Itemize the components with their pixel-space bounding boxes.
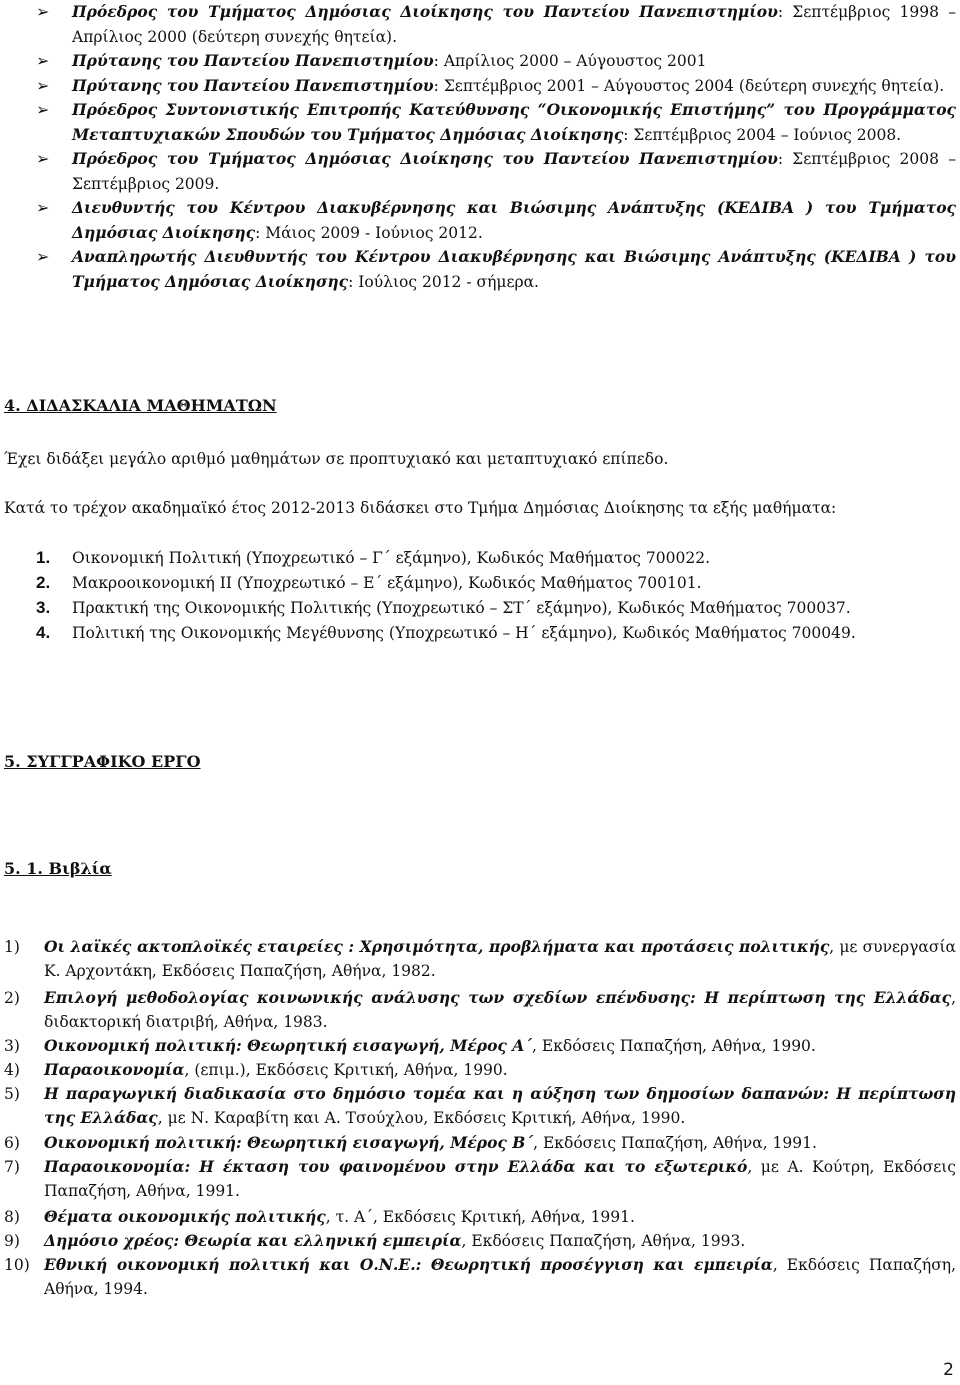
book-title: Επιλογή μεθοδολογίας κοινωνικής ανάλυσης των σχεδίων επένδυσης: Η περίπτωση της Ελλάδας	[44, 988, 952, 1007]
course-text: Πρακτική της Οικονομικής Πολιτικής (Υποχρεωτικό – ΣΤ΄ εξάμηνο), Κωδικός Μαθήματος 700037.	[72, 599, 851, 617]
book-number: 10)	[4, 1256, 30, 1274]
list-item: ➢ Πρόεδρος του Τμήματος Δημόσιας Διοίκησης του Παντείου Πανεπιστημίου: Σεπτέμβριος 1998 – Απρίλιος 2000 (δεύτερη συνεχής θητεία).	[36, 2, 956, 46]
book-number: 3)	[4, 1037, 20, 1055]
list-item: ➢ Πρόεδρος του Τμήματος Δημόσιας Διοίκησης του Παντείου Πανεπιστημίου: Σεπτέμβριος 2008 – Σεπτέμβριος 2009.	[36, 149, 956, 193]
book-title: Οι λαϊκές ακτοπλοϊκές εταιρείες : Χρησιμότητα, προβλήματα και προτάσεις πολιτικής	[44, 937, 830, 956]
course-number: 1.	[36, 548, 51, 567]
arrow-bullet-icon: ➢	[36, 75, 50, 95]
book-details: , διδακτορική διατριβή, Αθήνα, 1983.	[44, 989, 956, 1031]
section-subheading-books: 5. 1. Βιβλία	[4, 859, 112, 878]
arrow-bullet-icon: ➢	[36, 247, 50, 266]
list-item: ➢ Αναπληρωτής Διευθυντής του Κέντρου Διακυβέρνησης και Βιώσιμης Ανάπτυξης (ΚΕΔΙΒΑ ) του Τμήματος Δημόσιας Διοίκησης: Ιούλιος 2012 - σήμερα.	[36, 247, 956, 291]
list-item: ➢ Πρύτανης του Παντείου Πανεπιστημίου: Απρίλιος 2000 – Αύγουστος 2001	[0, 49, 960, 74]
role-title: Πρύτανης του Παντείου Πανεπιστημίου	[72, 51, 434, 70]
book-number: 2)	[4, 989, 20, 1007]
list-item: ➢ Διευθυντής του Κέντρου Διακυβέρνησης και Βιώσιμης Ανάπτυξης (ΚΕΔΙΒΑ ) του Τμήματος Δημόσιας Διοίκησης: Μάιος 2009 - Ιούνιος 2012.	[36, 198, 956, 242]
teaching-current: Κατά το τρέχον ακαδημαϊκό έτος 2012-2013 διδάσκει στο Τμήμα Δημόσιας Διοίκησης τα εξής μαθήματα:	[4, 499, 837, 517]
section-heading-writing: 5. ΣΥΓΓΡΑΦΙΚΟ ΕΡΓΟ	[4, 752, 201, 771]
book-number: 9)	[4, 1232, 20, 1250]
book-details: , με συνεργασία Κ. Αρχοντάκη, Εκδόσεις Παπαζήση, Αθήνα, 1982.	[44, 938, 957, 980]
role-title: Πρόεδρος του Τμήματος Δημόσιας Διοίκησης του Παντείου Πανεπιστημίου	[72, 149, 778, 168]
course-number: 3.	[36, 598, 51, 617]
book-number: 4)	[4, 1061, 20, 1079]
book-details: , με Ν. Καραβίτη και Α. Τσούχλου, Εκδόσεις Κριτική, Αθήνα, 1990.	[157, 1109, 686, 1127]
book-title: Παραοικονομία: Η έκταση του φαινομένου στην Ελλάδα και το εξωτερικό	[44, 1157, 748, 1176]
role-period: Απρίλιος 2000 – Αύγουστος 2001	[443, 52, 707, 70]
list-item: ➢ Πρόεδρος Συντονιστικής Επιτροπής Κατεύθυνσης “Οικονομικής Επιστήμης” του Προγράμματος Μεταπτυχιακών Σπουδών του Τμήματος Δημόσιας Διοίκησης: Σεπτέμβριος 2004 – Ιούνιος 2008.	[36, 100, 956, 144]
role-title: Διευθυντής του Κέντρου Διακυβέρνησης και Βιώσιμης Ανάπτυξης (ΚΕΔΙΒΑ ) του Τμήματος Δημόσιας Διοίκησης	[72, 198, 956, 242]
course-text: Οικονομική Πολιτική (Υποχρεωτικό – Γ΄ εξάμηνο), Κωδικός Μαθήματος 700022.	[72, 549, 711, 567]
list-item: ➢ Πρύτανης του Παντείου Πανεπιστημίου: Σεπτέμβριος 2001 – Αύγουστος 2004 (δεύτερη συνεχής θητεία).	[0, 74, 960, 99]
course-text: Μακροοικονομική ΙΙ (Υποχρεωτικό – Ε΄ εξάμηνο), Κωδικός Μαθήματος 700101.	[72, 574, 702, 592]
arrow-bullet-icon: ➢	[36, 51, 50, 70]
book-details: , Εκδόσεις Παπαζήση, Αθήνα, 1993.	[461, 1232, 746, 1250]
book-number: 5)	[4, 1085, 20, 1103]
role-title: Αναπληρωτής Διευθυντής του Κέντρου Διακυβέρνησης και Βιώσιμης Ανάπτυξης (ΚΕΔΙΒΑ ) του Τμήματος Δημόσιας Διοίκησης	[72, 247, 956, 291]
book-details: , τ. Α΄, Εκδόσεις Κριτική, Αθήνα, 1991.	[325, 1208, 635, 1226]
role-period: Μάιος 2009 - Ιούνιος 2012.	[265, 223, 483, 242]
book-details: , (επιμ.), Εκδόσεις Κριτική, Αθήνα, 1990.	[184, 1061, 508, 1079]
book-title: Οικονομική πολιτική: Θεωρητική εισαγωγή, Μέρος Β΄	[44, 1133, 534, 1152]
section-heading-teaching: 4. ΔΙΔΑΣΚΑΛΙΑ ΜΑΘΗΜΑΤΩΝ	[4, 396, 277, 415]
course-text: Πολιτική της Οικονομικής Μεγέθυνσης (Υποχρεωτικό – Η΄ εξάμηνο), Κωδικός Μαθήματος 700049.	[72, 624, 856, 642]
teaching-intro: Έχει διδάξει μεγάλο αριθμό μαθημάτων σε προπτυχιακό και μεταπτυχιακό επίπεδο.	[4, 450, 669, 468]
arrow-bullet-icon: ➢	[36, 198, 50, 217]
book-number: 8)	[4, 1208, 20, 1226]
book-title: Δημόσιο χρέος: Θεωρία και ελληνική εμπειρία	[44, 1231, 462, 1250]
arrow-bullet-icon: ➢	[36, 149, 50, 168]
book-number: 6)	[4, 1134, 20, 1152]
role-period: Σεπτέμβριος 2008 – Σεπτέμβριος 2009.	[72, 150, 956, 193]
role-title: Πρύτανης του Παντείου Πανεπιστημίου	[72, 75, 434, 95]
book-details: , Εκδόσεις Παπαζήση, Αθήνα, 1991.	[533, 1134, 817, 1152]
book-title: Θέματα οικονομικής πολιτικής	[44, 1207, 326, 1226]
role-title: Πρόεδρος του Τμήματος Δημόσιας Διοίκησης του Παντείου Πανεπιστημίου	[72, 2, 778, 21]
role-period: Σεπτέμβριος 2004 – Ιούνιος 2008.	[633, 125, 902, 144]
roles-list	[0, 0, 960, 294]
book-title: Εθνική οικονομική πολιτική και Ο.Ν.Ε.: Θεωρητική προσέγγιση και εμπειρία	[44, 1255, 773, 1274]
book-details: , Εκδόσεις Παπαζήση, Αθήνα, 1994.	[44, 1256, 957, 1298]
arrow-bullet-icon: ➢	[36, 2, 50, 21]
book-details: , με Α. Κούτρη, Εκδόσεις Παπαζήση, Αθήνα, 1991.	[44, 1158, 956, 1200]
page-number: 2	[943, 1360, 954, 1380]
role-period: Σεπτέμβριος 1998 – Απρίλιος 2000 (δεύτερη συνεχής θητεία).	[72, 3, 956, 46]
course-number: 4.	[36, 623, 51, 642]
role-period: Ιούλιος 2012 - σήμερα.	[358, 272, 539, 291]
arrow-bullet-icon: ➢	[36, 100, 50, 119]
role-title: Πρόεδρος Συντονιστικής Επιτροπής Κατεύθυνσης “Οικονομικής Επιστήμης” του Προγράμματος Μεταπτυχιακών Σπουδών του Τμήματος Δημόσιας Διοίκησης	[72, 100, 956, 144]
role-period: Σεπτέμβριος 2001 – Αύγουστος 2004 (δεύτερη συνεχής θητεία).	[443, 76, 945, 95]
book-number: 7)	[4, 1158, 20, 1176]
book-number: 1)	[4, 938, 20, 956]
book-details: , Εκδόσεις Παπαζήση, Αθήνα, 1990.	[532, 1037, 816, 1055]
book-title: Παραοικονομία	[44, 1060, 185, 1079]
course-number: 2.	[36, 573, 51, 592]
book-title: Η παραγωγική διαδικασία στο δημόσιο τομέα και η αύξηση των δημοσίων δαπανών: Η περίπτωση της Ελλάδας	[44, 1084, 956, 1127]
book-title: Οικονομική πολιτική: Θεωρητική εισαγωγή, Μέρος Α΄	[44, 1036, 533, 1055]
